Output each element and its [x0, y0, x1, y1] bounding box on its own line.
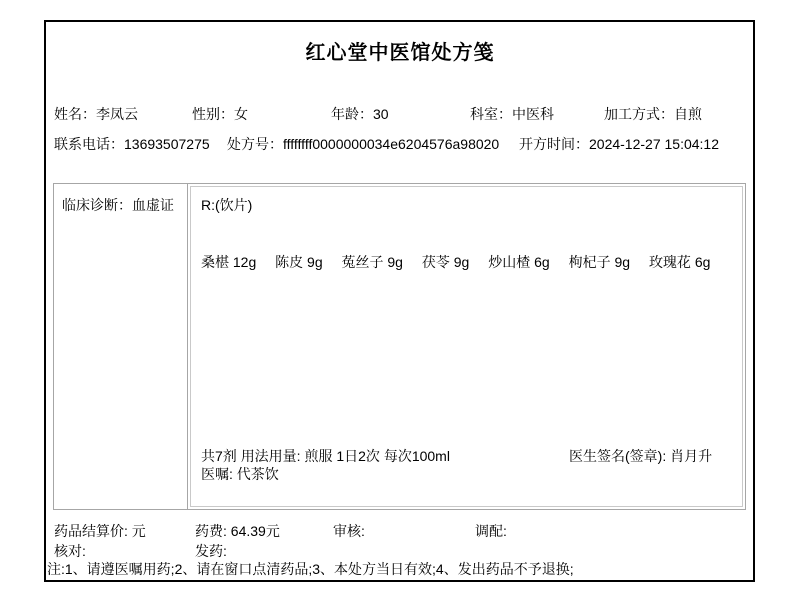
- patient-age-value: 30: [373, 106, 389, 122]
- rx-number-label: 处方号：: [227, 136, 283, 152]
- doctor-signature-value: 肖月升: [670, 448, 713, 464]
- phone-label: 联系电话：: [54, 136, 124, 152]
- prepare-label: 调配:: [475, 523, 507, 539]
- rx-content-area: [190, 186, 743, 507]
- doctor-signature-label: 医生签名(签章):: [569, 448, 671, 464]
- herb-name: 桑椹: [201, 254, 229, 270]
- processing-method-field: [604, 106, 702, 123]
- settlement-price-value: 元: [131, 523, 146, 539]
- settlement-price-label: 药品结算价:: [54, 523, 132, 539]
- herb-name: 枸杞子: [568, 254, 611, 270]
- rx-number-value: ffffffff0000000034e6204576a98020: [283, 136, 500, 152]
- diagnosis-cell: [54, 184, 188, 509]
- medicine-fee-label: 药费:: [195, 523, 231, 539]
- patient-age-label: 年龄：: [331, 106, 373, 122]
- department-value: 中医科: [512, 106, 554, 122]
- department-label: 科室：: [470, 106, 512, 122]
- herb-dose: 9g: [453, 254, 470, 270]
- herb-item: [201, 252, 256, 272]
- diagnosis-value: 血虚证: [132, 197, 174, 213]
- review-field: [333, 523, 365, 540]
- patient-gender-value: 女: [234, 106, 248, 122]
- advice-value: 代茶饮: [236, 466, 279, 482]
- rx-cell: [188, 184, 745, 509]
- patient-name-label: 姓名：: [54, 106, 96, 122]
- herb-name: 茯苓: [421, 254, 450, 270]
- herb-item: [275, 252, 322, 272]
- patient-gender-label: 性别：: [192, 106, 234, 122]
- herb-item: [422, 252, 469, 272]
- dispense-field: [195, 543, 227, 560]
- settlement-price-field: [54, 523, 146, 540]
- herb-name: 菟丝子: [341, 254, 384, 270]
- herb-dose: 6g: [694, 254, 711, 270]
- medicine-fee-value: 64.39元: [230, 523, 280, 539]
- phone-field: [54, 136, 210, 153]
- phone-value: 13693507275: [124, 136, 210, 152]
- herb-item: [488, 252, 549, 272]
- check-label: 核对:: [54, 543, 86, 559]
- herb-dose: 6g: [534, 254, 550, 270]
- issue-time-label: 开方时间：: [519, 136, 589, 152]
- dispense-label: 发药:: [195, 543, 227, 559]
- course-count: 共7剂: [201, 448, 237, 464]
- doctor-signature: [569, 447, 743, 465]
- patient-age-field: [331, 106, 389, 123]
- rx-number-field: [227, 136, 499, 153]
- herb-item: [569, 252, 630, 272]
- department-field: [470, 106, 554, 123]
- note-line: 注:1、请遵医嘱用药;2、请在窗口点清药品;3、本处方当日有效;4、发出药品不予退换;: [47, 561, 574, 577]
- herb-list: [201, 252, 732, 272]
- herb-item: [649, 252, 710, 272]
- herb-item: [342, 252, 403, 272]
- diagnosis-label: 临床诊断：: [62, 197, 132, 213]
- rx-header: R:(饮片): [201, 197, 253, 213]
- herb-dose: 9g: [387, 254, 403, 270]
- usage-summary: [201, 447, 450, 483]
- usage-value: 煎服 1日2次 每次100ml: [304, 448, 450, 464]
- patient-name-value: 李凤云: [96, 106, 138, 122]
- advice-line: [201, 465, 450, 483]
- prescription-box: [53, 183, 746, 510]
- herb-dose: 12g: [232, 254, 257, 270]
- herb-name: 陈皮: [275, 254, 304, 270]
- herb-name: 炒山楂: [488, 254, 531, 270]
- usage-line: [201, 447, 450, 465]
- usage-label: 用法用量:: [240, 448, 305, 464]
- patient-gender-field: [192, 106, 248, 123]
- check-field: [54, 543, 86, 560]
- processing-method-label: 加工方式：: [604, 106, 674, 122]
- patient-name-field: [54, 106, 138, 123]
- advice-label: 医嘱:: [201, 466, 237, 482]
- medicine-fee-field: [195, 523, 280, 540]
- prescription-title: 红心堂中医馆处方笺: [305, 42, 495, 64]
- herb-name: 玫瑰花: [648, 254, 691, 270]
- issue-time-value: 2024-12-27 15:04:12: [589, 136, 719, 152]
- review-label: 审核:: [333, 523, 365, 539]
- prepare-field: [475, 523, 507, 540]
- herb-dose: 9g: [614, 254, 631, 270]
- herb-dose: 9g: [307, 254, 323, 270]
- processing-method-value: 自煎: [674, 106, 702, 122]
- issue-time-field: [519, 136, 719, 153]
